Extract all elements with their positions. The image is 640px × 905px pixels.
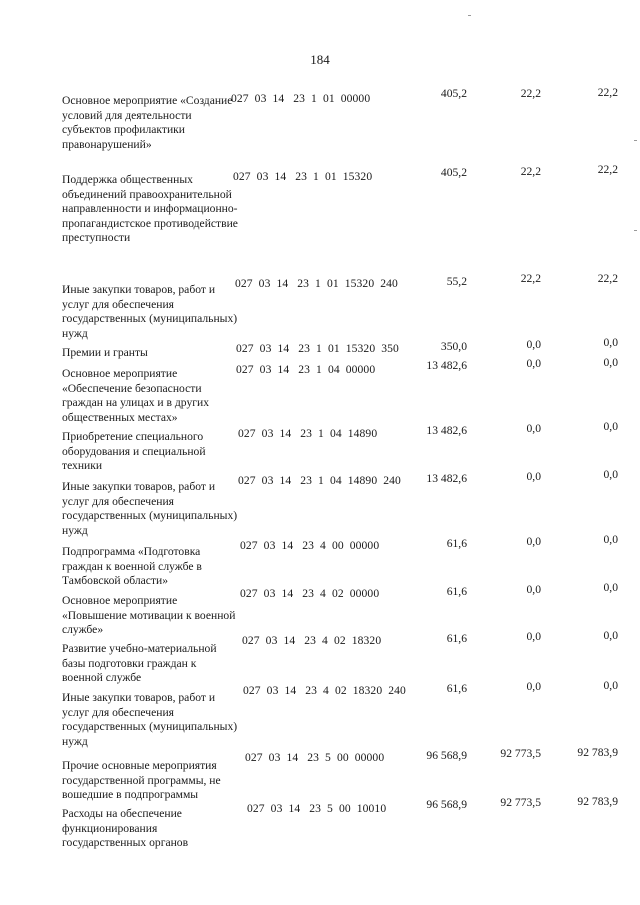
budget-classification-code: 027 03 14 23 1 01 00000: [231, 92, 371, 105]
value-year-3: 22,2: [597, 163, 618, 176]
value-year-3: 0,0: [603, 629, 618, 642]
budget-classification-code: 027 03 14 23 4 02 18320: [242, 634, 382, 647]
row-description: Расходы на обеспечение функционирования государственных органов: [62, 807, 189, 850]
budget-classification-code: 027 03 14 23 4 00 00000: [240, 539, 380, 552]
value-year-3: 22,2: [597, 86, 618, 99]
value-year-1: 350,0: [440, 340, 467, 353]
value-year-3: 0,0: [603, 468, 618, 481]
row-description: Развитие учебно-материальной базы подготовки граждан к военной службе: [62, 642, 217, 685]
value-year-3: 22,2: [597, 272, 618, 285]
value-year-1: 96 568,9: [426, 749, 467, 762]
row-description: Подпрограмма «Подготовка граждан к военной службе в Тамбовской области»: [62, 545, 202, 588]
value-year-2: 92 773,5: [500, 796, 541, 809]
budget-classification-code: 027 03 14 23 4 02 00000: [240, 587, 380, 600]
value-year-1: 405,2: [440, 166, 467, 179]
row-description: Основное мероприятие «Повышение мотивации к военной службе»: [62, 594, 236, 637]
value-year-1: 55,2: [446, 275, 467, 288]
value-year-2: 0,0: [526, 680, 541, 693]
value-year-2: 0,0: [526, 583, 541, 596]
value-year-2: 0,0: [526, 630, 541, 643]
value-year-1: 61,6: [446, 537, 467, 550]
budget-classification-code: 027 03 14 23 1 01 15320 350: [236, 342, 399, 355]
page-number: 184: [310, 52, 330, 67]
budget-classification-code: 027 03 14 23 1 04 14890 240: [238, 474, 401, 487]
value-year-1: 13 482,6: [426, 472, 467, 485]
value-year-2: 22,2: [520, 165, 541, 178]
value-year-1: 61,6: [446, 682, 467, 695]
value-year-1: 13 482,6: [426, 359, 467, 372]
value-year-3: 92 783,9: [577, 795, 618, 808]
row-description: Приобретение специального оборудования и специальной техники: [62, 430, 206, 473]
budget-classification-code: 027 03 14 23 5 00 10010: [247, 802, 387, 815]
value-year-2: 0,0: [526, 338, 541, 351]
row-description: Прочие основные мероприятия государственной программы, не вошедшие в подпрограммы: [62, 759, 221, 802]
row-description: Поддержка общественных объединений правоохранительной направленности и информационно-пропагандистское противодействие преступности: [62, 173, 238, 245]
value-year-3: 0,0: [603, 420, 618, 433]
value-year-1: 13 482,6: [426, 424, 467, 437]
value-year-2: 0,0: [526, 470, 541, 483]
value-year-3: 0,0: [603, 533, 618, 546]
scan-speck: [634, 140, 637, 141]
budget-classification-code: 027 03 14 23 4 02 18320 240: [243, 684, 406, 697]
value-year-2: 22,2: [520, 272, 541, 285]
row-description: Премии и гранты: [62, 346, 148, 359]
scan-speck: [468, 15, 471, 16]
value-year-2: 92 773,5: [500, 747, 541, 760]
budget-classification-code: 027 03 14 23 1 04 00000: [236, 363, 376, 376]
value-year-1: 61,6: [446, 585, 467, 598]
value-year-3: 0,0: [603, 356, 618, 369]
row-description: Иные закупки товаров, работ и услуг для обеспечения государственных (муниципальных) нужд: [62, 691, 238, 748]
value-year-1: 96 568,9: [426, 798, 467, 811]
budget-classification-code: 027 03 14 23 5 00 00000: [245, 751, 385, 764]
value-year-2: 0,0: [526, 535, 541, 548]
value-year-3: 0,0: [603, 679, 618, 692]
row-description: Иные закупки товаров, работ и услуг для обеспечения государственных (муниципальных) нужд: [62, 480, 238, 537]
budget-classification-code: 027 03 14 23 1 01 15320: [233, 170, 373, 183]
value-year-3: 0,0: [603, 336, 618, 349]
row-description: Иные закупки товаров, работ и услуг для обеспечения государственных (муниципальных) нужд: [62, 283, 238, 340]
budget-classification-code: 027 03 14 23 1 04 14890: [238, 427, 378, 440]
row-description: Основное мероприятие «Обеспечение безопасности граждан на улицах и в других общественных местах»: [62, 367, 209, 424]
budget-classification-code: 027 03 14 23 1 01 15320 240: [235, 277, 398, 290]
row-description: Основное мероприятие «Создание условий для деятельности субъектов профилактики правонарушений»: [62, 94, 233, 151]
scan-speck: [634, 230, 637, 231]
value-year-1: 405,2: [440, 87, 467, 100]
value-year-3: 0,0: [603, 581, 618, 594]
value-year-2: 22,2: [520, 87, 541, 100]
value-year-1: 61,6: [446, 632, 467, 645]
value-year-3: 92 783,9: [577, 746, 618, 759]
value-year-2: 0,0: [526, 357, 541, 370]
value-year-2: 0,0: [526, 422, 541, 435]
